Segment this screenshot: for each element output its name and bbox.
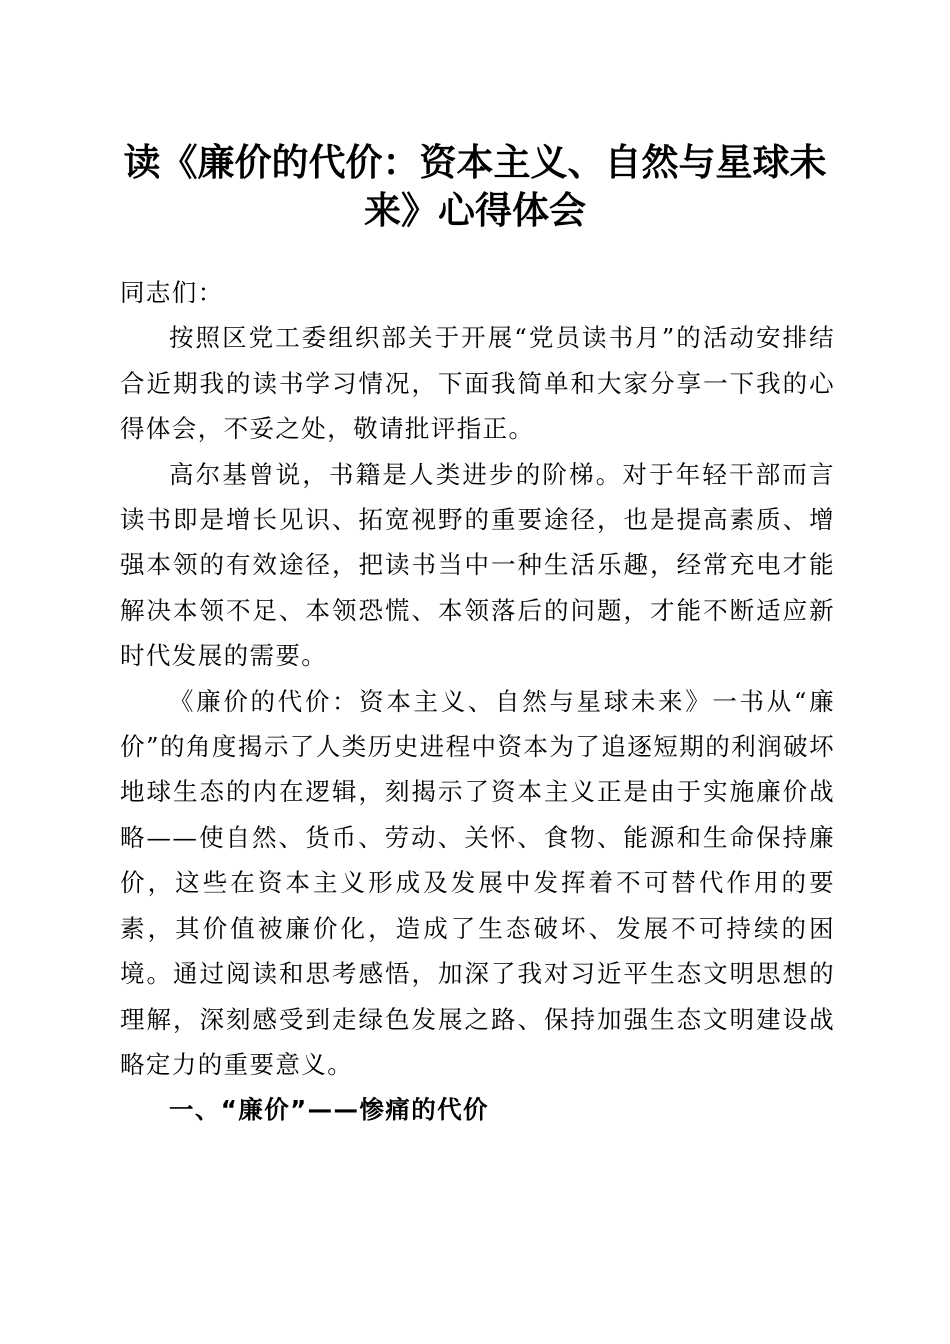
section-heading: 一、“廉价”——惨痛的代价 bbox=[169, 1095, 489, 1125]
document-title: 读《廉价的代价：资本主义、自然与星球未来》心得体会 bbox=[123, 140, 827, 232]
paragraph-intro: 按照区党工委组织部关于开展“党员读书月”的活动安排结合近期我的读书学习情况，下面我简单和大家分享一下我的心得体会，不妥之处，敬请批评指正。 bbox=[120, 323, 835, 444]
document-body bbox=[120, 270, 835, 1133]
salutation: 同志们： bbox=[120, 278, 224, 307]
paragraph-book-summary: 《廉价的代价：资本主义、自然与星球未来》一书从“廉价”的角度揭示了人类历史进程中资本为了追逐短期的利润破坏地球生态的内在逻辑，刻揭示了资本主义正是由于实施廉价战略——使自然、货币、劳动、关怀、食物、能源和生命保持廉价，这些在资本主义形成及发展中发挥着不可替代作用的要素，其价值被廉价化，造成了生态破坏、发展不可持续的困境。通过阅读和思考感悟，加深了我对习近平生态文明思想的理解，深刻感受到走绿色发展之路、保持加强生态文明建设战略定力的重要意义。 bbox=[120, 686, 835, 1079]
paragraph-reading-importance: 高尔基曾说，书籍是人类进步的阶梯。对于年轻干部而言读书即是增长见识、拓宽视野的重要途径，也是提高素质、增强本领的有效途径，把读书当中一种生活乐趣，经常充电才能解决本领不足、本领恐慌、本领落后的问题，才能不断适应新时代发展的需要。 bbox=[120, 459, 835, 671]
